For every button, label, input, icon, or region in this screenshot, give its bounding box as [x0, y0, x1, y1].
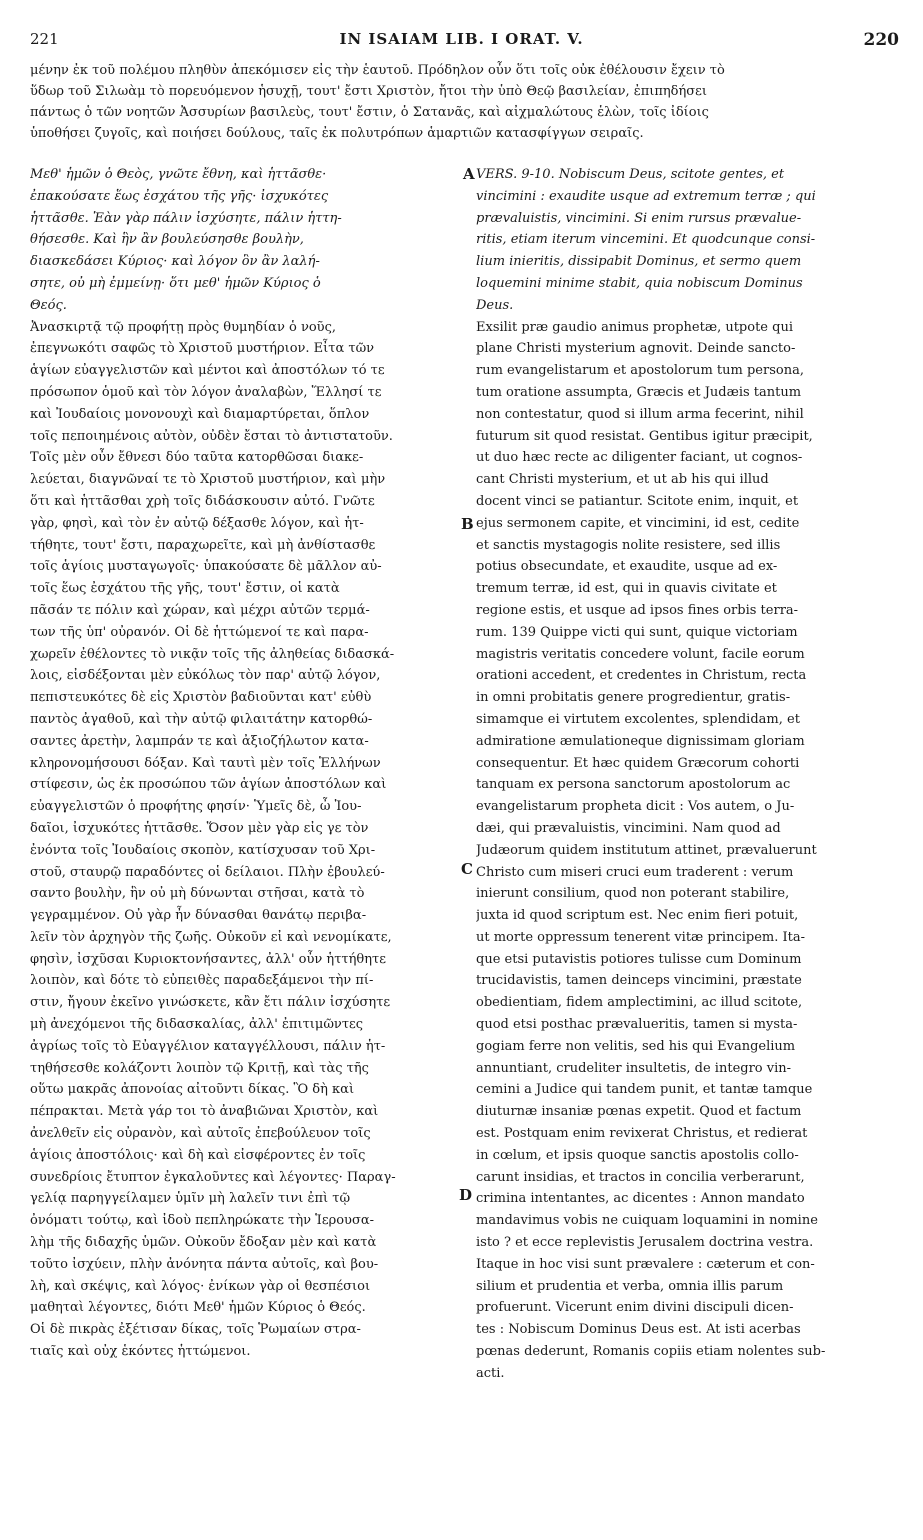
running-head: IN ISAIAM LIB. I ORAT. V. — [339, 30, 584, 48]
latin-text-line: in cœlum, et ipsis quoque sanctis apostolis collo- — [476, 1147, 799, 1163]
latin-text-line: potius obsecundate, et exaudite, usque ad ex- — [476, 559, 778, 575]
greek-text-line: πᾶσάν τε πόλιν καὶ χώραν, καὶ μέχρι αὐτῶν τερμά- — [30, 602, 370, 618]
greek-text-line: λοις, εἰσδέξονται μὲν εὐκόλως τὸν παρ' αὐτῷ λόγον, — [30, 668, 381, 684]
latin-text-line: admiratione æmulationeque dignissimam gloriam — [476, 733, 805, 749]
greek-text-line: παντὸς ἀγαθοῦ, καὶ τὴν αὐτῷ φιλαιτάτην κατορθώ- — [30, 711, 373, 727]
page-number-right: 220 — [863, 30, 899, 50]
latin-text-line: lium inieritis, dissipabit Dominus, et sermo quem — [476, 254, 802, 270]
greek-text-line: τοῖς πεποιημένοις αὐτὸν, οὐδὲν ἔσται τὸ ἀντιστατοῦν. — [30, 428, 393, 444]
page-number-left: 221 — [30, 30, 59, 48]
latin-text-line: loquemini minime stabit, quia nobiscum Dominus — [476, 275, 803, 291]
latin-text-line: Christo cum miseri cruci eum traderent : verum — [476, 864, 794, 880]
greek-text-line: μὴ ἀνεχόμενοι τῆς διδασκαλίας, ἀλλ' ἐπιτιμῶντες — [30, 1017, 364, 1033]
greek-text-line: λὴμ τῆς διδαχῆς ὑμῶν. Οὐκοῦν ἔδοξαν μὲν καὶ κατὰ — [30, 1235, 377, 1251]
latin-text-line: evangelistarum propheta dicit : Vos autem, o Ju- — [476, 799, 795, 815]
greek-text-line: ἡττᾶσθε. Ἐὰν γὰρ πάλιν ἰσχύσητε, πάλιν ἡττη- — [30, 210, 342, 226]
latin-text-line: dæi, qui prævaluistis, vincimini. Nam quod ad — [476, 820, 781, 836]
greek-text-line: ἁγίων εὐαγγελιστῶν καὶ μέντοι καὶ ἀποστόλων τό τε — [30, 363, 385, 379]
greek-text-line: πέπρακται. Μετὰ γάρ τοι τὸ ἀναβιῶναι Χριστὸν, καὶ — [30, 1104, 379, 1120]
greek-text-line: ὅτι καὶ ἡττᾶσθαι χρὴ τοῖς διδάσκουσιν αὐτό. Γνῶτε — [30, 493, 375, 509]
latin-text-line: ut duo hæc recte ac diligenter faciant, ut cognos- — [476, 450, 803, 466]
greek-text-line: ἐπακούσατε ἕως ἐσχάτου τῆς γῆς· ἰσχυκότες — [30, 188, 329, 204]
greek-text-line: τοῖς ἕως ἐσχάτου τῆς γῆς, τουτ' ἔστιν, οἱ κατὰ — [30, 581, 340, 597]
greek-text-line: εὐαγγελιστῶν ὁ προφήτης φησίν· Ὑμεῖς δὲ, ὦ Ἰου- — [30, 799, 362, 815]
latin-text-line: docent vinci se patiantur. Scitote enim, inquit, et — [476, 493, 799, 509]
latin-text-line: et sanctis mystagogis nolite resistere, sed illis — [476, 537, 781, 553]
latin-text-line: obedientiam, fidem amplectimini, ac illud scitote, — [476, 995, 803, 1011]
latin-text-line: non contestatur, quod si illum arma fecerint, nihil — [476, 406, 804, 422]
latin-text-line: trucidavistis, tamen deinceps vincimini, præstate — [476, 973, 802, 989]
greek-text-line: ἐνόντα τοῖς Ἰουδαίοις σκοπὸν, κατίσχυσαν τοῦ Χρι- — [30, 842, 376, 858]
latin-text-line: futurum sit quod resistat. Gentibus igitur præcipit, — [476, 428, 813, 444]
latin-text-line: consequentur. Et hæc quidem Græcorum cohorti — [476, 755, 800, 771]
latin-text-line: regione estis, et usque ad ipsos fines orbis terra- — [476, 602, 799, 618]
greek-text-line: οὕτω μακρᾶς ἀπονοίας αἰτοῦντι δίκας. Ὃ δὴ καὶ — [30, 1082, 355, 1098]
latin-text-line: in omni probitatis genere progredientur, gratis- — [476, 690, 791, 706]
greek-text-line: τήθητε, τουτ' ἔστι, παραχωρεῖτε, καὶ μὴ ἀνθίστασθε — [30, 537, 376, 553]
greek-text-line: διασκεδάσει Κύριος· καὶ λόγον ὃν ἂν λαλή- — [30, 254, 320, 270]
latin-text-line: cant Christi mysterium, et ut ab his qui illud — [476, 472, 769, 488]
latin-text-line: quod etsi posthac prævalueritis, tamen si mysta- — [476, 1017, 798, 1033]
greek-text-line: λὴ, καὶ σκέψις, καὶ λόγος· ἐνίκων γὰρ οἱ θεσπέσιοι — [30, 1278, 371, 1294]
latin-text-line: silium et prudentia et verba, omnia illis parum — [476, 1278, 784, 1294]
latin-text-line: Exsilit præ gaudio animus prophetæ, utpote qui — [476, 319, 793, 335]
greek-text-line: λοιπὸν, καὶ δότε τὸ εὐπειθὲς παραδεξάμενοι τὴν πί- — [30, 973, 374, 989]
greek-text-line: Θεός. — [30, 297, 67, 313]
latin-text-line: tremum terræ, id est, qui in quavis civitate et — [476, 581, 777, 597]
latin-text-line: tanquam ex persona sanctorum apostolorum ac — [476, 777, 791, 793]
latin-text-line: mandavimus vobis ne cuiquam loquamini in nomine — [476, 1213, 818, 1229]
greek-text-line: γελίᾳ παρηγγείλαμεν ὑμῖν μὴ λαλεῖν τινι ἐπὶ τῷ — [30, 1191, 351, 1207]
latin-text-line: crimina intentantes, ac dicentes : Annon mandato — [476, 1191, 805, 1207]
greek-text-line: λεῖν τὸν ἀρχηγὸν τῆς ζωῆς. Οὐκοῦν εἰ καὶ νενομίκατε, — [30, 929, 392, 945]
greek-text-line: τοῦτο ἰσχύειν, πλὴν ἀνόνητα πάντα αὐτοῖς, καὶ βου- — [30, 1256, 379, 1272]
latin-text-line: Deus. — [476, 297, 514, 313]
greek-text-line: Ἀνασκιρτᾷ τῷ προφήτῃ πρὸς θυμηδίαν ὁ νοῦς, — [30, 319, 336, 335]
latin-text-line: ritis, etiam iterum vincemini. Et quodcunque consi- — [476, 232, 816, 248]
latin-text-line: VERS. 9-10. Nobiscum Deus, scitote gentes, et — [476, 167, 785, 182]
greek-text-line: ὀνόματι τούτῳ, καὶ ἰδοὺ πεπληρώκατε τὴν Ἱερουσα- — [30, 1213, 374, 1229]
greek-text-line: στοῦ, σταυρῷ παραδόντες οἱ δείλαιοι. Πλὴν ἐβουλεύ- — [30, 864, 385, 880]
latin-text-line: tum oratione assumpta, Græcis et Judæis tantum — [476, 384, 802, 400]
greek-text-line: στιν, ἤγουν ἐκεῖνο γινώσκετε, κἂν ἔτι πάλιν ἰσχύσητε — [30, 995, 391, 1011]
greek-text-line: θήσεσθε. Καὶ ἣν ἂν βουλεύσησθε βουλὴν, — [30, 232, 304, 248]
greek-column — [30, 164, 462, 1363]
greek-text-line: πεπιστευκότες δὲ εἰς Χριστὸν βαδιοῦνται κατ' εὐθὺ — [30, 690, 372, 706]
latin-text-line: Judæorum quidem institutum attinet, prævaluerunt — [476, 842, 817, 858]
greek-text-line: δαῖοι, ἰσχυκότες ἡττᾶσθε. Ὅσον μὲν γὰρ εἰς γε τὸν — [30, 820, 369, 836]
latin-text-line: diuturnæ insaniæ pœnas expetit. Quod et factum — [476, 1104, 802, 1120]
latin-text-line: inierunt consilium, quod non poterant stabilire, — [476, 886, 790, 902]
latin-text-line: annuntiant, crudeliter insultetis, de integro vin- — [476, 1060, 792, 1076]
greek-text-line: τηθήσεσθε κολάζοντι λοιπὸν τῷ Κριτῇ, καὶ τὰς τῆς — [30, 1060, 369, 1076]
latin-text-line: profuerunt. Vicerunt enim divini discipuli dicen- — [476, 1300, 794, 1316]
greek-text-line: γεγραμμένον. Οὐ γὰρ ἦν δύνασθαι θανάτῳ περιβα- — [30, 908, 367, 924]
latin-text-line: orationi accedent, et credentes in Christum, recta — [476, 668, 807, 684]
latin-text-line: ut morte oppressum tenerent vitæ principem. Ita- — [476, 929, 806, 945]
margin-marker-d: D — [459, 1186, 473, 1204]
greek-text-line: ἐπεγνωκότι σαφῶς τὸ Χριστοῦ μυστήριον. Εἶτα τῶν — [30, 341, 375, 357]
latin-text-line: isto ? et ecce replevistis Jerusalem doctrina vestra. — [476, 1235, 814, 1251]
greek-text-line: σαντο βουλὴν, ἣν οὐ μὴ δύνωνται στῆσαι, κατὰ τὸ — [30, 886, 365, 902]
top-text-line: μένην ἐκ τοῦ πολέμου πληθὺν ἀπεκόμισεν εἰς τὴν ἑαυτοῦ. Πρόδηλον οὖν ὅτι τοῖς οὐκ ἐθέλουσιν ἔχειν τὸ — [30, 63, 725, 78]
top-paragraph — [30, 60, 890, 144]
top-text-line: πάντως ὁ τῶν νοητῶν Ἀσσυρίων βασιλεὺς, τουτ' ἔστιν, ὁ Σατανᾶς, καὶ αἰχμαλώτους ἑλὼν, τοῖς ἰδίοις — [30, 105, 709, 120]
greek-text-line: Τοῖς μὲν οὖν ἔθνεσι δύο ταῦτα κατορθῶσαι διακε- — [30, 450, 364, 466]
latin-text-line: vincimini : exaudite usque ad extremum terræ ; qui — [476, 188, 816, 204]
latin-text-line: prævaluistis, vincimini. Si enim rursus prævalue- — [476, 210, 802, 226]
greek-text-line: φησὶν, ἰσχῦσαι Κυριοκτονήσαντες, ἀλλ' οὖν ἡττήθητε — [30, 951, 386, 967]
top-text-line: ὑποθήσει ζυγοῖς, καὶ ποιήσει δούλους, ταῖς ἐκ πολυτρόπων ἁμαρτιῶν κατασφίγγων σειραῖς. — [30, 126, 644, 141]
margin-marker-c: C — [461, 860, 473, 878]
greek-text-line: τιαῖς καὶ οὐχ ἑκόντες ἡττώμενοι. — [30, 1344, 251, 1360]
top-text-line: ὕδωρ τοῦ Σιλωὰμ τὸ πορευόμενον ἡσυχῇ, τουτ' ἔστι Χριστὸν, ἤτοι τὴν ὑπὸ Θεῷ βασιλείαν, ἐπιπηδήσει — [30, 84, 708, 99]
greek-text-line: καὶ Ἰουδαίοις μονονουχὶ καὶ διαμαρτύρεται, ὅπλον — [30, 406, 370, 422]
latin-text-line: rum. 139 Quippe victi qui sunt, quique victoriam — [476, 624, 798, 640]
margin-marker-b: B — [461, 515, 474, 533]
greek-text-line: των τῆς ὑπ' οὐρανόν. Οἱ δὲ ἡττώμενοί τε καὶ παρα- — [30, 624, 369, 640]
latin-text-line: simamque ei virtutem excolentes, splendidam, et — [476, 711, 800, 727]
greek-text-line: ἀνελθεῖν εἰς οὐρανὸν, καὶ αὐτοῖς ἐπεβούλευον τοῖς — [30, 1126, 371, 1142]
latin-text-line: que etsi putavistis potiores tulisse cum Dominum — [476, 951, 802, 967]
greek-text-line: χωρεῖν ἐθέλοντες τὸ νικᾷν τοῖς τῆς ἀληθείας διδασκά- — [30, 646, 395, 662]
latin-text-line: cemini a Judice qui tandem punit, et tantæ tamque — [476, 1082, 813, 1098]
latin-text-line: pœnas dederunt, Romanis copiis etiam nolentes sub- — [476, 1344, 826, 1360]
greek-text-line: μαθηταὶ λέγοντες, διότι Μεθ' ἡμῶν Κύριος ὁ Θεός. — [30, 1300, 366, 1316]
latin-text-line: acti. — [476, 1365, 505, 1381]
greek-text-line: ἀγρίως τοῖς τὸ Εὐαγγέλιον καταγγέλλουσι, πάλιν ἡτ- — [30, 1038, 386, 1054]
latin-text-line: ejus sermonem capite, et vincimini, id est, cedite — [476, 515, 800, 531]
greek-text-line: γὰρ, φησὶ, καὶ τὸν ἐν αὐτῷ δέξασθε λόγον, καὶ ἡτ- — [30, 515, 364, 531]
latin-text-line: gogiam ferre non velitis, sed his qui Evangelium — [476, 1038, 796, 1054]
greek-text-line: σαντες ἀρετὴν, λαμπράν τε καὶ ἀξιοζήλωτον κατα- — [30, 733, 369, 749]
greek-text-line: Μεθ' ἡμῶν ὁ Θεὸς, γνῶτε ἔθνη, καὶ ἡττᾶσθε· — [30, 167, 327, 182]
greek-text-line: σητε, οὐ μὴ ἐμμείνῃ· ὅτι μεθ' ἡμῶν Κύριος ὁ — [30, 275, 321, 291]
latin-text-line: est. Postquam enim revixerat Christus, et redierat — [476, 1126, 808, 1142]
latin-text-line: plane Christi mysterium agnovit. Deinde sancto- — [476, 341, 796, 357]
latin-text-line: Itaque in hoc visi sunt prævalere : cæterum et con- — [476, 1256, 815, 1272]
greek-text-line: συνεδρίοις ἔτυπτον ἐγκαλοῦντες καὶ λέγοντες· Παραγ- — [30, 1169, 396, 1185]
latin-text-line: tes : Nobiscum Dominus Deus est. At isti acerbas — [476, 1322, 801, 1338]
greek-text-line: λεύεται, διαγνῶναί τε τὸ Χριστοῦ μυστήριον, καὶ μὴν — [30, 472, 386, 488]
margin-marker-a: A — [463, 165, 475, 183]
latin-text-line: magistris veritatis concedere volunt, facile eorum — [476, 646, 805, 662]
greek-text-line: πρόσωπον ὁμοῦ καὶ τὸν λόγον ἀναλαβὼν, Ἕλλησί τε — [30, 384, 382, 400]
greek-text-line: στίφεσιν, ὡς ἐκ προσώπου τῶν ἁγίων ἀποστόλων καὶ — [30, 777, 387, 793]
greek-text-line: ἁγίοις ἀποστόλοις· καὶ δὴ καὶ εἰσφέροντες ἐν τοῖς — [30, 1147, 366, 1163]
latin-text-line: juxta id quod scriptum est. Nec enim fieri potuit, — [476, 908, 799, 924]
latin-text-line: carunt insidias, et tractos in concilia verberarunt, — [476, 1169, 805, 1185]
greek-text-line: Οἱ δὲ πικρὰς ἐξέτισαν δίκας, τοῖς Ῥωμαίων στρα- — [30, 1322, 361, 1338]
latin-text-line: rum evangelistarum et apostolorum tum persona, — [476, 363, 804, 379]
latin-column — [476, 164, 896, 1385]
greek-text-line: κληρονομήσουσι δόξαν. Καὶ ταυτὶ μὲν τοῖς Ἑλλήνων — [30, 755, 381, 771]
greek-text-line: τοῖς ἁγίοις μυσταγωγοῖς· ὑπακούσατε δὲ μᾶλλον αὐ- — [30, 559, 382, 575]
